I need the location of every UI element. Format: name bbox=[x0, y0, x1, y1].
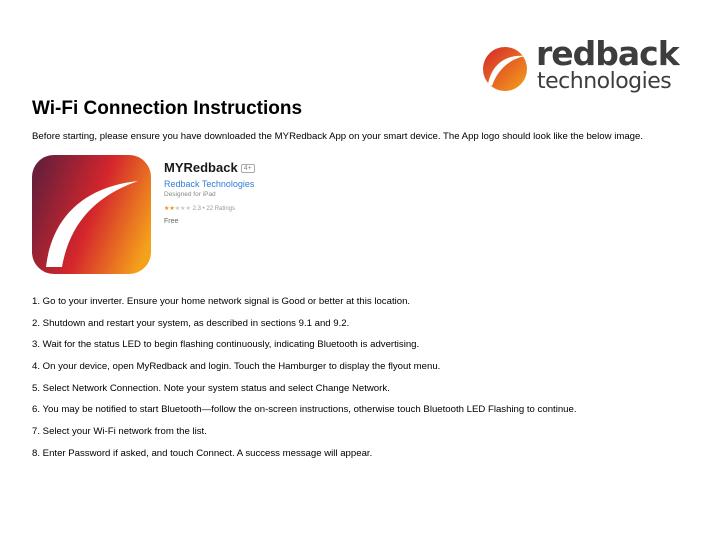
star-rating-empty-icon: ★★★ bbox=[174, 206, 191, 212]
step-item: 4. On your device, open MyRedback and login. Touch the Hamburger to display the flyout menu. bbox=[32, 361, 441, 373]
app-rating bbox=[164, 205, 255, 212]
redback-logo-mark-icon bbox=[482, 46, 528, 92]
intro-text: Before starting, please ensure you have downloaded the MYRedback App on your smart device. The App logo should look like the below image. bbox=[32, 131, 644, 142]
step-item: 1. Go to your inverter. Ensure your home network signal is Good or better at this location. bbox=[32, 296, 411, 307]
app-name-text: MYRedback bbox=[164, 160, 238, 175]
rating-text: 2.3 • 22 Ratings bbox=[192, 206, 236, 212]
app-name bbox=[164, 160, 255, 175]
logo-text-technologies: technologies bbox=[537, 69, 672, 94]
step-item: 2. Shutdown and restart your system, as described in sections 9.1 and 9.2. bbox=[32, 317, 350, 329]
step-item: 6. You may be notified to start Bluetooth—follow the on-screen instructions, otherwise touch Bluetooth LED Flashing to continue. bbox=[32, 404, 577, 416]
app-store-listing bbox=[164, 160, 255, 225]
step-item: 8. Enter Password if asked, and touch Connect. A success message will appear. bbox=[32, 447, 373, 459]
redback-logo bbox=[482, 34, 682, 98]
page-title: Wi-Fi Connection Instructions bbox=[32, 98, 303, 119]
age-rating-badge: 4+ bbox=[241, 164, 255, 173]
step-item: 5. Select Network Connection. Note your system status and select Change Network. bbox=[32, 382, 390, 394]
logo-text-redback: redback bbox=[536, 34, 679, 73]
app-developer-link[interactable]: Redback Technologies bbox=[164, 179, 255, 189]
app-designed-for: Designed for iPad bbox=[164, 191, 216, 198]
app-price: Free bbox=[164, 218, 179, 225]
instruction-steps bbox=[32, 296, 577, 470]
myredback-app-icon bbox=[32, 155, 151, 274]
star-rating-filled-icon: ★★ bbox=[164, 206, 175, 212]
step-item: 3. Wait for the status LED to begin flashing continuously, indicating Bluetooth is advertising. bbox=[32, 339, 420, 351]
step-item: 7. Select your Wi-Fi network from the list. bbox=[32, 426, 207, 438]
